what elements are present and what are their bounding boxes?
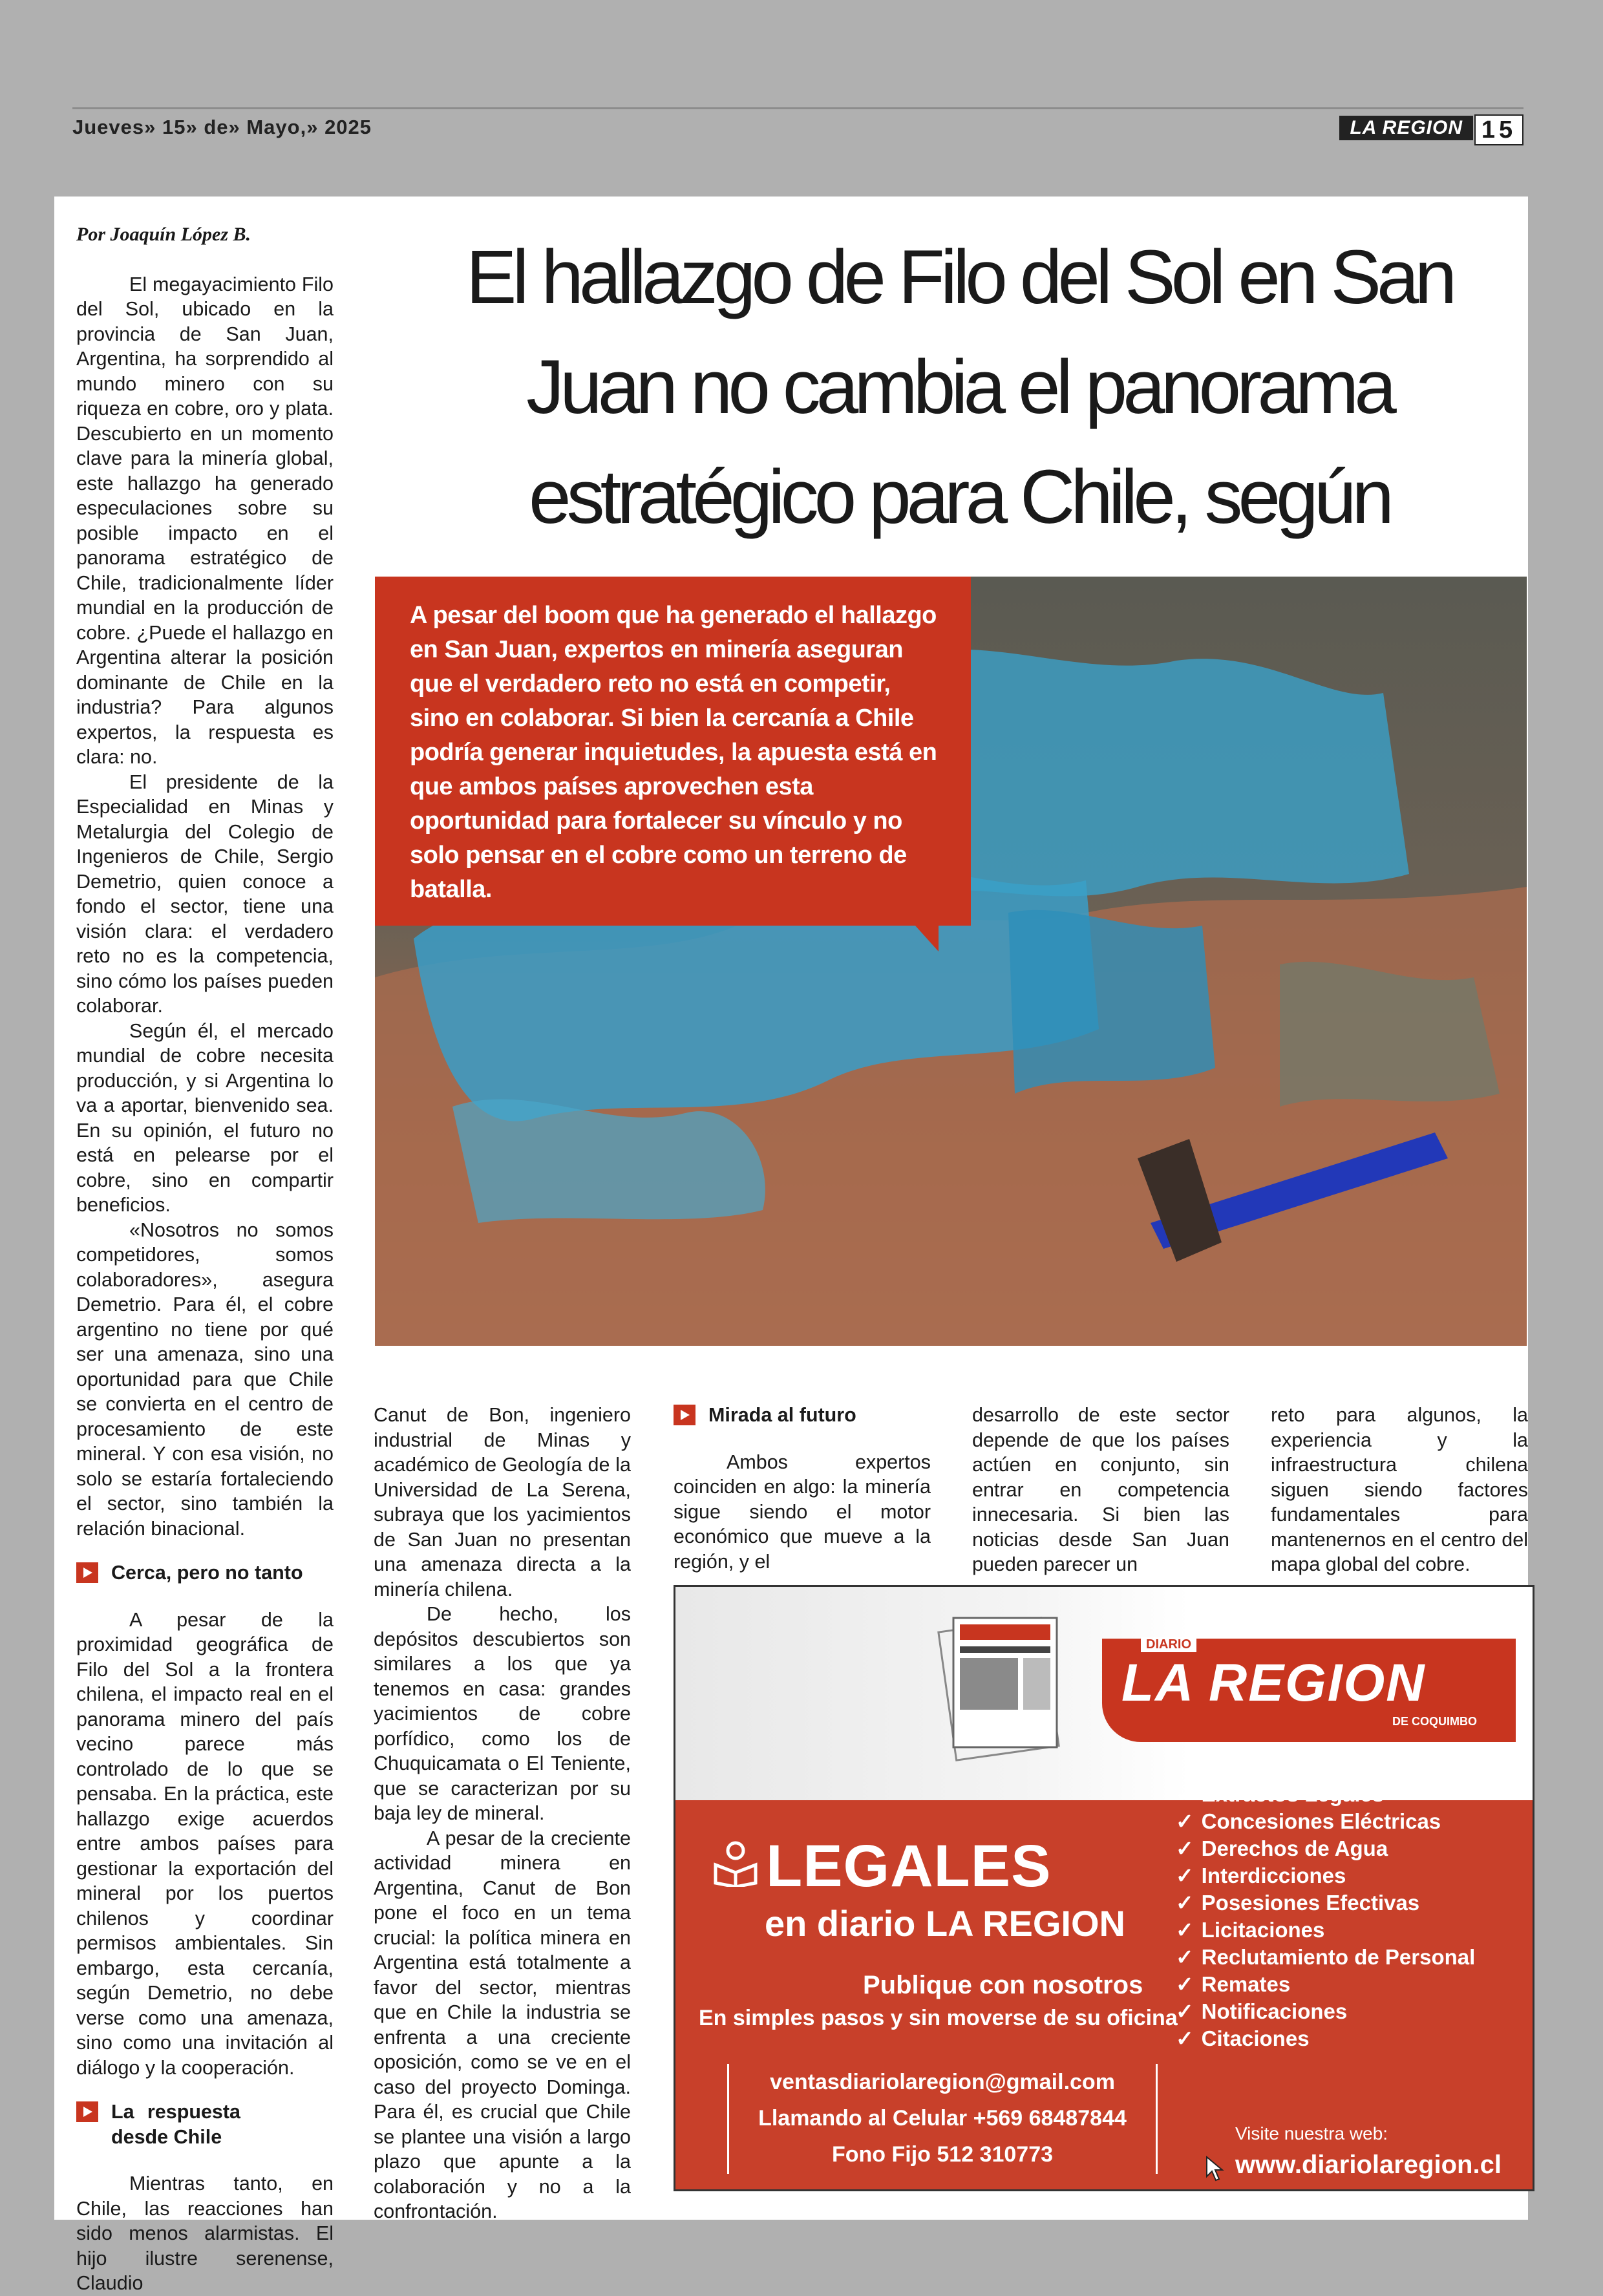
newspaper-stack-icon	[934, 1605, 1063, 1767]
lead-box: A pesar del boom que ha generado el hallazgo en San Juan, expertos en minería aseguran que el verdadero reto no está en competir, sino en colaborar. Si bien la cercanía a Chile podría generar inquietudes, la apuesta está en que ambos países aprovechen esta oportunidad para fortalecer su vínculo y no solo pensar en el cobre como un terreno de batalla.	[375, 577, 971, 926]
paragraph: desarrollo de este sector depende de que los países actúen en conjunto, sin entrar en competencia innecesaria. Si bien las noticias desde San Juan pueden parecer un	[972, 1404, 1229, 1575]
subhead-text: Cerca, pero no tanto	[111, 1562, 303, 1584]
ad-website-link[interactable]: www.diariolaregion.cl	[1235, 2151, 1502, 2179]
ad-contact-box	[727, 2064, 1158, 2174]
paragraph: El presidente de la Especialidad en Minas y Metalurgia del Colegio de Ingenieros de Chile, Sergio Demetrio, quien conoce a fondo el sector, tiene una visión clara: el verdadero reto no es la competencia, sino cómo los países pueden colaborar.	[76, 771, 334, 1017]
play-triangle-icon	[674, 1405, 695, 1425]
service-item: ✓ Concesiones Eléctricas	[1176, 1808, 1475, 1835]
column-1	[76, 222, 334, 2296]
subhead-respuesta	[76, 2099, 334, 2149]
ad-publique-sub: En simples pasos y sin moverse de su oficina	[699, 2006, 1178, 2030]
mouse-cursor-icon	[1205, 2156, 1225, 2182]
column-2	[374, 1403, 631, 2224]
ad-publique: Publique con nosotros	[863, 1971, 1143, 1999]
byline: Por Joaquín López B.	[76, 224, 251, 245]
issue-date: Jueves» 15» de» Mayo,» 2025	[72, 116, 372, 138]
reader-icon	[712, 1839, 759, 1887]
column-3	[674, 1398, 931, 1574]
legales-advertisement[interactable]	[674, 1585, 1534, 2191]
paragraph: reto para algunos, la experiencia y la infraestructura chilena siguen siendo factores fundamentales para mantenernos en el centro del mapa global del cobre.	[1271, 1404, 1528, 1575]
la-region-logo	[1102, 1639, 1516, 1742]
paragraph: Ambos expertos coinciden en algo: la minería sigue siendo el motor económico que mueve a la región, y el	[674, 1451, 931, 1573]
headline: El hallazgo de Filo del Sol en San Juan no cambia el panorama estratégico para Chile, según	[465, 235, 1453, 540]
paragraph: Mientras tanto, en Chile, las reacciones han sido menos alarmistas. El hijo ilustre serenense, Claudio	[76, 2173, 334, 2294]
service-item: ✓ Notificaciones	[1176, 1998, 1475, 2025]
logo-name: LA REGION	[1121, 1653, 1426, 1712]
page-number: 15	[1474, 114, 1523, 145]
logo-diario: DIARIO	[1141, 1637, 1196, 1652]
paragraph: A pesar de la creciente actividad minera en Argentina, Canut de Bon pone el foco en un tema crucial: la política minera en Argentina está totalmente a favor del sector, mientras que en Chile la industria se enfrenta a una creciente oposición, como se ve en el caso del proyecto Dominga. Para él, es crucial que Chile se plantee una visión a largo plazo que apunte a la colaboración y no a la confrontación.	[374, 1827, 631, 2222]
ad-subtitle: en diario LA REGION	[765, 1903, 1125, 1944]
ad-title: LEGALES	[766, 1833, 1052, 1899]
service-item: ✓ Extractos Legales	[1176, 1781, 1475, 1808]
ad-email[interactable]: ventasdiariolaregion@gmail.com	[770, 2070, 1115, 2094]
subhead-mirada	[674, 1403, 931, 1428]
paragraph: «Nosotros no somos competidores, somos colaboradores», asegura Demetrio. Para él, el cobre argentino no tiene por qué ser una amenaza, sino una oportunidad para que Chile se convierta en el centro de procesamiento de este mineral. Y con esa visión, no solo se estaría fortaleciendo el sector, sino también la relación binacional.	[76, 1218, 334, 1540]
ad-newspaper-collage	[675, 1587, 1533, 1800]
paragraph: A pesar de la proximidad geográfica de Filo del Sol a la frontera chilena, el impacto real en el panorama minero del país vecino parece más controlado de lo que se pensaba. En la práctica, este hallazgo exige acuerdos entre ambos países para gestionar la exportación del mineral por los puertos chilenos y coordinar permisos ambientales. Sin embargo, esta cercanía, según Demetrio, no debe verse como una amenaza, sino como una invitación al diálogo y la cooperación.	[76, 1608, 334, 2079]
paragraph: De hecho, los depósitos descubiertos son similares a los que ya tenemos en casa: grandes yacimientos de cobre porfídico, como los de Chuquicamata o El Teniente, que se caracterizan por su baja ley de mineral.	[374, 1603, 631, 1824]
article-page	[54, 197, 1528, 2294]
page-header	[72, 107, 1523, 149]
ad-phone[interactable]: Llamando al Celular +569 68487844	[758, 2106, 1127, 2131]
column-4	[972, 1403, 1229, 1577]
service-item: ✓ Remates	[1176, 1971, 1475, 1998]
service-item: ✓ Citaciones	[1176, 2025, 1475, 2052]
ad-services-list	[1176, 1781, 1475, 2052]
logo-sub: DE COQUIMBO	[1392, 1715, 1477, 1728]
column-5	[1271, 1403, 1528, 1577]
service-item: ✓ Derechos de Agua	[1176, 1835, 1475, 1862]
service-item: ✓ Reclutamiento de Personal	[1176, 1944, 1475, 1971]
paragraph: Según él, el mercado mundial de cobre necesita producción, y si Argentina lo va a aportar, bienvenido sea. En su opinión, el futuro no está en pelearse por el cobre, sino en compartir beneficios.	[76, 1019, 334, 1216]
play-triangle-icon	[76, 2101, 98, 2122]
play-triangle-icon	[76, 1562, 98, 1583]
subhead-text: Mirada al futuro	[708, 1404, 856, 1426]
service-item: ✓ Interdicciones	[1176, 1862, 1475, 1889]
subhead-cerca	[76, 1560, 334, 1586]
service-item: ✓ Posesiones Efectivas	[1176, 1889, 1475, 1917]
ad-visit-label: Visite nuestra web:	[1235, 2123, 1388, 2143]
paragraph: Canut de Bon, ingeniero industrial de Minas y académico de Geología de la Universidad de La Serena, subraya que los yacimientos de San Juan no presentan una amenaza directa a la minería chilena.	[374, 1404, 631, 1600]
service-item: ✓ Licitaciones	[1176, 1917, 1475, 1944]
masthead-brand: LA REGION	[1339, 116, 1473, 140]
subhead-text: La respuesta desde Chile	[111, 2101, 240, 2148]
paragraph: El megayacimiento Filo del Sol, ubicado en la provincia de San Juan, Argentina, ha sorprendido al mundo minero con su riqueza en cobre, oro y plata. Descubierto en un momento clave para la minería global, este hallazgo ha generado especulaciones sobre su posible impacto en el panorama estratégico de Chile, tradicionalmente líder mundial en la producción de cobre. ¿Puede el hallazgo en Argentina alterar la posición dominante de Chile en la industria? Para algunos expertos, la respuesta es clara: no.	[76, 273, 334, 768]
ad-landline[interactable]: Fono Fijo 512 310773	[831, 2142, 1054, 2167]
